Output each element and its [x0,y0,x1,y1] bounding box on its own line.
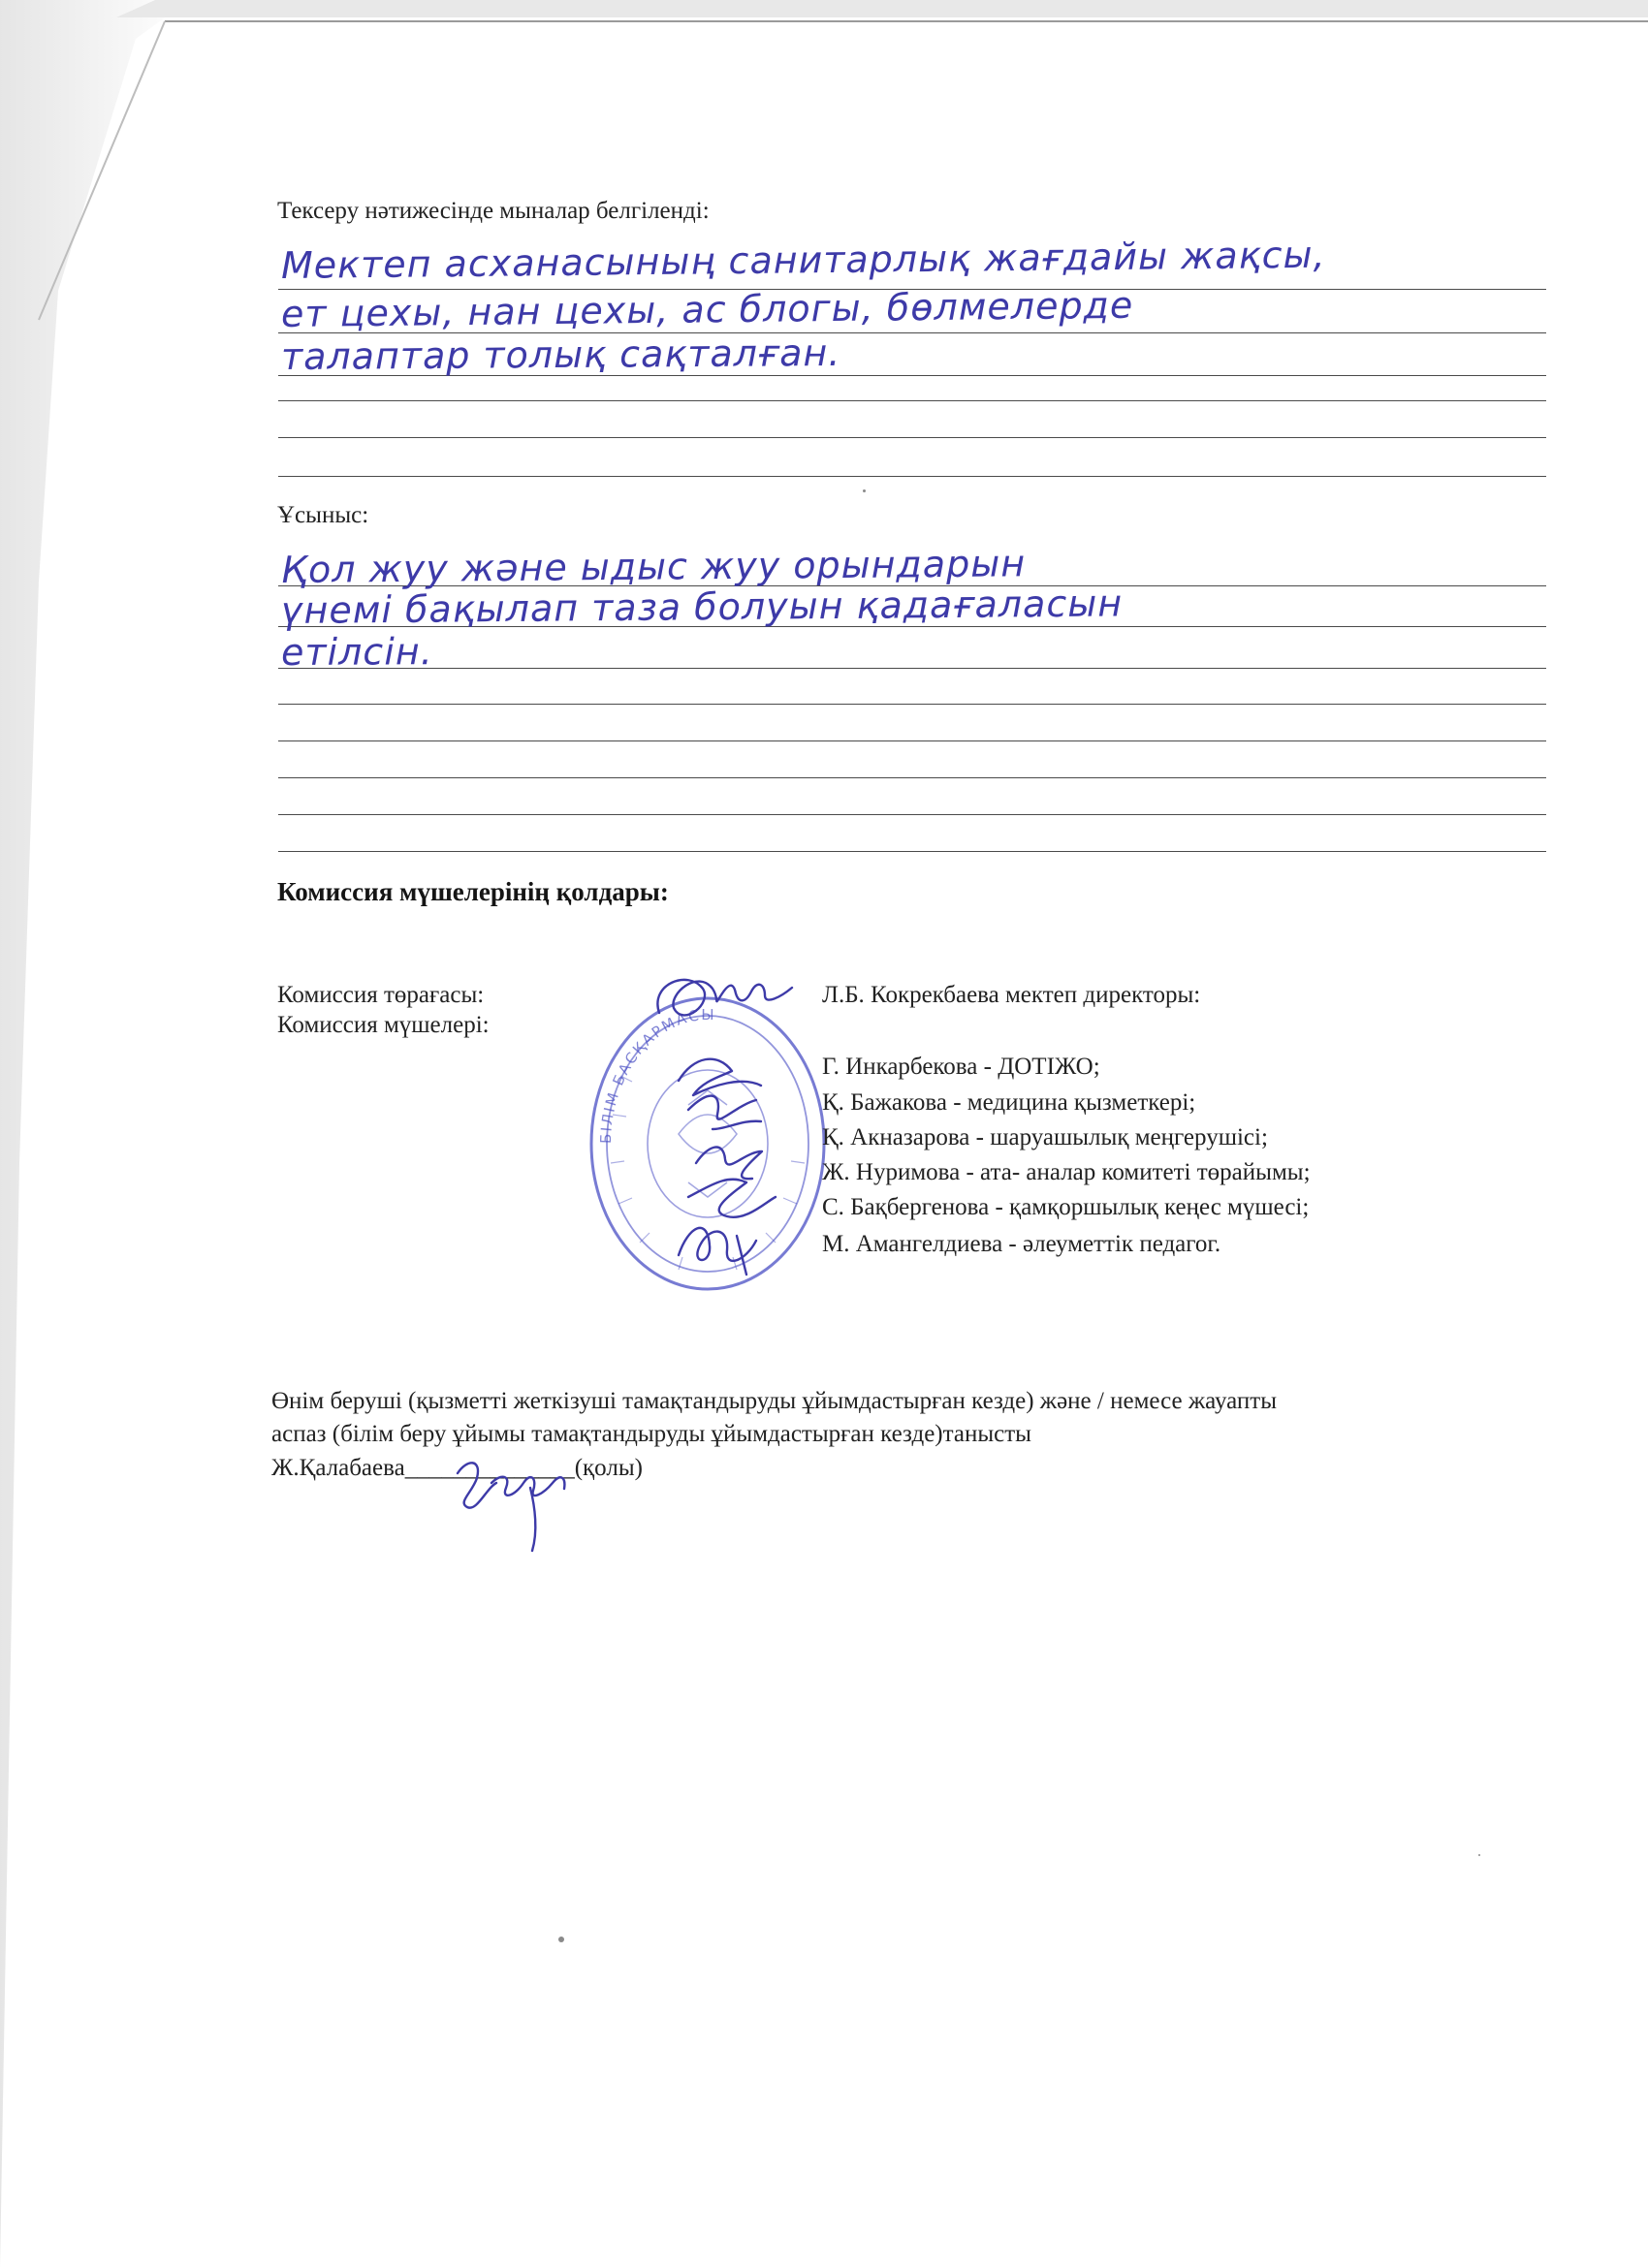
acknowledgement-line-1: Өнім беруші (қызметті жеткізуші тамақтандыруды ұйымдастырған кезде) және / немесе жауапты [271,1388,1277,1414]
handwritten-recommendation-line: Қол жуу және ыдыс жуу орындарын [280,542,1027,591]
ruled-line [278,740,1546,741]
cook-signature [438,1444,603,1560]
member-line: Ж. Нуримова - ата- аналар комитеті төрайымы; [822,1159,1311,1185]
signature-blank: ______________ [404,1455,575,1481]
handwritten-finding-line: талаптар толық сақталған. [280,331,841,378]
handwritten-recommendation-line: үнемі бақылап таза болуын қадағаласын [280,582,1124,632]
ruled-line [278,851,1546,852]
member-line: С. Бақбергенова - қамқоршылық кеңес мүшесі; [822,1194,1310,1220]
scan-speck [863,489,866,492]
scan-speck [1478,1854,1480,1856]
ruled-line [278,437,1546,438]
acknowledgement-line-2: аспаз (білім беру ұйымы тамақтандыруды ұйымдастырған кезде)танысты [271,1421,1031,1447]
chair-label: Комиссия төрағасы: [277,982,485,1008]
stamp-text: БІЛІМ БАСҚАРМАСЫ [596,1005,716,1145]
member-line: Қ. Бажакова - медицина қызметкері; [822,1089,1196,1116]
findings-label: Тексеру нәтижесінде мыналар белгіленді: [277,198,710,224]
signatures-title: Комиссия мүшелерінің қолдары: [277,877,669,906]
member-line: М. Амангелдиева - әлеуметтік педагог. [822,1231,1221,1257]
handwritten-finding-line: ет цехы, нан цехы, ас блогы, бөлмелерде [280,283,1134,335]
ruled-line [278,704,1546,705]
ruled-line [278,400,1546,401]
signature-note: (қолы) [574,1455,643,1481]
member-line: Г. Инкарбекова - ДОТІЖО; [822,1054,1100,1080]
chair-name: Л.Б. Кокрекбаева мектеп директоры: [822,982,1201,1008]
members-label: Комиссия мүшелері: [277,1012,490,1038]
handwritten-finding-line: Мектеп асханасының санитарлық жағдайы жақсы, [280,233,1326,287]
recommendation-label: Ұсыныс: [277,502,369,528]
ruled-line [278,476,1546,477]
member-line: Қ. Акназарова - шаруашылық меңгерушісі; [822,1124,1268,1150]
ruled-line [278,777,1546,778]
responsible-name: Ж.Қалабаева [271,1455,405,1481]
ruled-line [278,814,1546,815]
scan-speck [558,1937,564,1942]
handwritten-recommendation-line: етілсін. [280,630,433,674]
